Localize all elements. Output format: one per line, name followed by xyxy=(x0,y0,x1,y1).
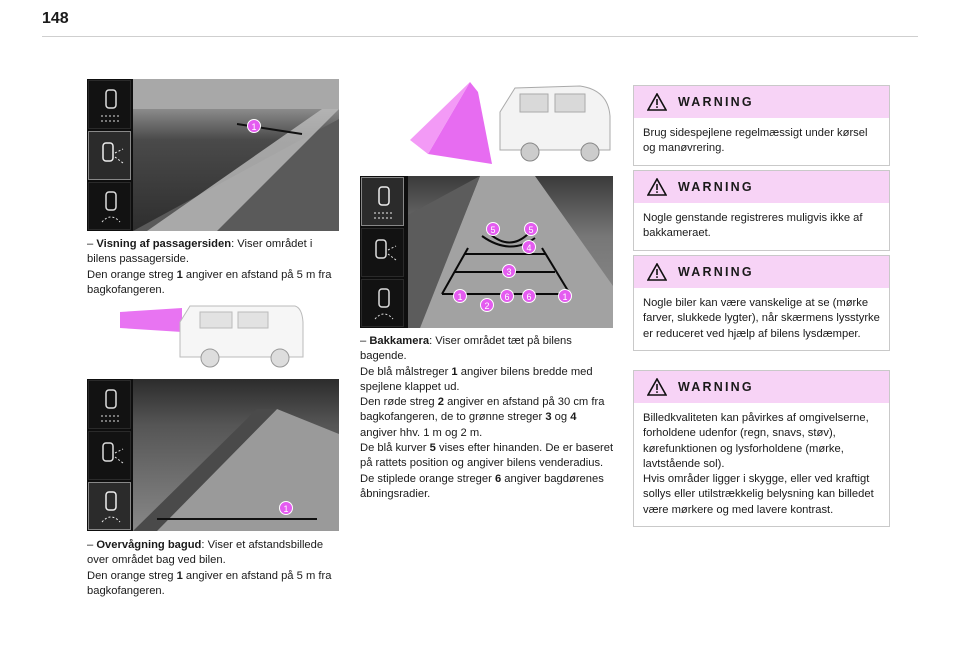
caption-text: De stiplede orange streger xyxy=(360,472,495,485)
callout-marker: 2 xyxy=(480,298,494,312)
callout-marker: 1 xyxy=(453,289,467,303)
warning-header xyxy=(634,171,889,203)
callout-marker: 1 xyxy=(279,501,293,515)
caption-number: 1 xyxy=(176,268,183,281)
car-rear-sensor-icon xyxy=(99,190,123,226)
top-view-mode-button[interactable] xyxy=(361,177,404,226)
rear-view-mode-button[interactable] xyxy=(88,482,131,530)
warning-box xyxy=(633,170,890,251)
caption-title: Overvågning bagud xyxy=(96,539,202,551)
car-side-sensor-icon xyxy=(99,439,125,475)
caption-number: 4 xyxy=(570,411,577,424)
camera-mode-icons xyxy=(360,176,408,328)
caption-text: angiver bilens bredde med spejlene klappet ud. xyxy=(360,365,593,393)
top-divider xyxy=(42,36,918,37)
callout-marker: 3 xyxy=(502,264,516,278)
warning-triangle-icon xyxy=(647,93,667,111)
warning-title: WARNING xyxy=(678,380,754,394)
caption-text: angiver en afstand på 5 m fra bagkofangeren. xyxy=(87,569,332,597)
car-top-view-icon xyxy=(99,88,123,124)
car-top-view-icon xyxy=(99,388,123,424)
warning-header xyxy=(634,256,889,288)
callout-marker: 1 xyxy=(558,289,572,303)
caption-text: De blå kurver xyxy=(360,442,430,455)
warning-text: Nogle biler kan være vanskelige at se (mørke farver, slukkede lygter), når skærmens lysstyrke er reduceret ved hjælp af bilens lysdæmper. xyxy=(643,297,880,340)
caption-dash: – xyxy=(87,539,94,551)
caption-number: 2 xyxy=(437,396,444,409)
rear-view-mode-button[interactable] xyxy=(361,279,404,327)
caption-number: 1 xyxy=(176,569,183,582)
warning-title: WARNING xyxy=(678,95,754,109)
warning-text: Nogle genstande registreres muligvis ikke af bakkameraet. xyxy=(643,212,863,240)
caption-text: angiver hhv. 1 m og 2 m. xyxy=(360,426,483,439)
caption-text: : Viser området tæt på bilens bagende. xyxy=(360,335,572,363)
caption-number: 6 xyxy=(494,472,502,485)
callout-marker: 6 xyxy=(522,289,536,303)
rear-view-caption xyxy=(87,538,343,599)
side-view-mode-button[interactable] xyxy=(361,228,404,277)
warning-triangle-icon xyxy=(647,178,667,196)
backup-camera-caption xyxy=(360,334,615,502)
warning-text: Billedkvaliteten kan påvirkes af omgivelserne, forholdene udenfor (regn, snavs, støv), kørefunktionen og lysforholdene (mørke, lavtstående sol). Hvis områder ligger i skygge, eller ved kraftigt sollys eller utilstrækkelig belysning kan billedet være mørkere og med lavere kontrast. xyxy=(643,412,874,516)
van-rear-camera-illustration xyxy=(410,82,615,167)
camera-mode-icons xyxy=(87,79,133,231)
warning-title: WARNING xyxy=(678,180,754,194)
caption-text: angiver bagdørenes åbningsradier. xyxy=(360,472,604,500)
car-top-view-icon xyxy=(372,185,396,221)
caption-text: og xyxy=(551,411,571,424)
caption-dash: – xyxy=(360,335,367,347)
car-rear-sensor-icon xyxy=(99,490,123,526)
side-view-mode-button[interactable] xyxy=(88,131,131,180)
caption-number: 1 xyxy=(451,365,458,378)
passenger-side-caption xyxy=(87,237,341,298)
caption-text: Den orange streg xyxy=(87,569,177,582)
caption-text: vises efter hinanden. De er baseret på rattets position og angiver bilens venderadius. xyxy=(360,442,614,470)
caption-title: Bakkamera xyxy=(369,335,430,347)
backup-camera-image xyxy=(360,176,613,328)
caption-text: : Viser et afstandsbillede over området bag ved bilen. xyxy=(87,539,324,567)
caption-title: Visning af passagersiden xyxy=(96,238,232,250)
warning-header xyxy=(634,371,889,403)
car-rear-sensor-icon xyxy=(372,287,396,323)
rear-view-camera-image xyxy=(87,379,339,531)
warning-triangle-icon xyxy=(647,263,667,281)
rear-view-mode-button[interactable] xyxy=(88,182,131,230)
caption-text: Den orange streg xyxy=(87,268,177,281)
caption-text: De blå målstreger xyxy=(360,365,452,378)
callout-marker: 5 xyxy=(486,222,500,236)
callout-marker: 6 xyxy=(500,289,514,303)
warning-box xyxy=(633,255,890,351)
warning-title: WARNING xyxy=(678,265,754,279)
warning-box xyxy=(633,85,890,166)
warning-triangle-icon xyxy=(647,378,667,396)
callout-marker: 5 xyxy=(524,222,538,236)
warning-box xyxy=(633,370,890,527)
car-side-sensor-icon xyxy=(99,139,125,175)
warning-header xyxy=(634,86,889,118)
caption-text: : Viser området i bilens passagerside. xyxy=(87,238,313,266)
caption-text: angiver en afstand på 5 m fra bagkofangeren. xyxy=(87,268,332,296)
page-number: 148 xyxy=(42,10,69,27)
caption-number: 5 xyxy=(429,442,436,455)
top-view-mode-button[interactable] xyxy=(88,80,131,129)
warning-text: Brug sidespejlene regelmæssigt under kørsel og manøvrering. xyxy=(643,127,868,155)
callout-marker: 4 xyxy=(522,240,536,254)
side-view-mode-button[interactable] xyxy=(88,431,131,480)
caption-text: angiver en afstand på 30 cm fra bagkofangeren, de to grønne streger xyxy=(360,396,605,424)
caption-text: Den røde streg xyxy=(360,396,438,409)
camera-mode-icons xyxy=(87,379,133,531)
callout-marker: 1 xyxy=(247,119,261,133)
passenger-side-camera-image xyxy=(87,79,339,231)
caption-number: 3 xyxy=(545,411,552,424)
van-side-view-illustration xyxy=(120,302,305,372)
caption-dash: – xyxy=(87,238,94,250)
car-side-sensor-icon xyxy=(372,236,398,272)
top-view-mode-button[interactable] xyxy=(88,380,131,429)
